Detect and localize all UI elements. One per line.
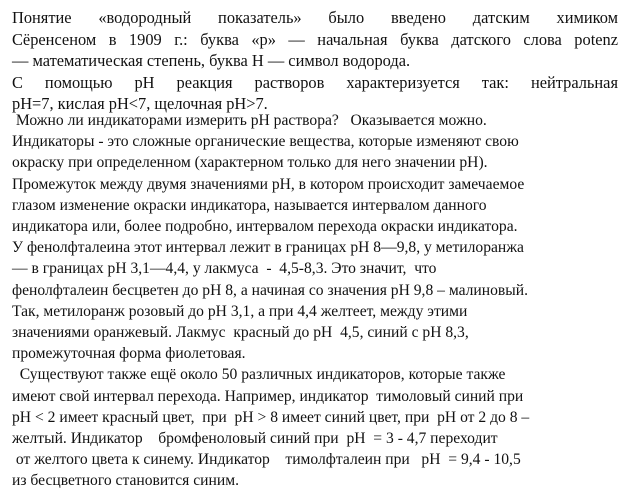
paragraph-4-line-6: из бесцветного становится синим. bbox=[12, 472, 239, 490]
paragraph-3-line-6: индикатора или, более подробно, интервалом перехода окраски индикатора. bbox=[12, 218, 518, 236]
paragraph-2-line-1: С помощью рН реакция растворов характеризуется так: нейтральная bbox=[12, 72, 618, 92]
paragraph-3-line-9: фенолфталеин бесцветен до рН 8, а начиная со значения рН 9,8 – малиновый. bbox=[12, 281, 529, 299]
paragraph-3-line-4: Промежуток между двумя значениями рН, в котором происходит замечаемое bbox=[12, 175, 525, 193]
paragraph-2-line-2: рН=7, кислая рН<7, щелочная рН>7. bbox=[12, 94, 268, 114]
paragraph-1-line-1: Понятие «водородный показатель» было введено датским химиком bbox=[12, 8, 618, 27]
paragraph-3-line-1: Можно ли индикаторами измерить рН раствора? Оказывается можно. bbox=[12, 112, 487, 129]
paragraph-4-line-5: от желтого цвета к синему. Индикатор тимолфталеин при рН = 9,4 - 10,5 bbox=[12, 451, 521, 469]
paragraph-3-line-7: У фенолфталеина этот интервал лежит в границах рН 8—9,8, у метилоранжа bbox=[12, 239, 524, 257]
intro-text-block bbox=[12, 7, 618, 115]
paragraph-3-line-2: Индикаторы - это сложные органические вещества, которые изменяют свою bbox=[12, 133, 519, 151]
paragraph-1-line-3: — математическая степень, буква Н — символ водорода. bbox=[12, 51, 411, 71]
indicators-text-block bbox=[12, 110, 624, 492]
paragraph-3-line-10: Так, метилоранж розовый до рН 3,1, а при 4,4 желтеет, между этими bbox=[12, 302, 468, 320]
paragraph-4-line-4: желтый. Индикатор бромфеноловый синий при рН = 3 - 4,7 переходит bbox=[12, 430, 498, 448]
paragraph-3-line-8: — в границах рН 3,1—4,4, у лакмуса - 4,5-8,3. Это значит, что bbox=[12, 260, 437, 278]
paragraph-4-line-1: Существуют также ещё около 50 различных индикаторов, которые также bbox=[12, 366, 506, 384]
paragraph-3-line-11: значениями оранжевый. Лакмус красный до рН 4,5, синий с рН 8,3, bbox=[12, 324, 469, 342]
paragraph-4-line-2: имеют свой интервал перехода. Например, индикатор тимоловый синий при bbox=[12, 387, 524, 405]
paragraph-3-line-12: промежуточная форма фиолетовая. bbox=[12, 345, 246, 363]
paragraph-3-line-3: окраску при определенном (характерном только для него значении рН). bbox=[12, 154, 488, 172]
paragraph-1-line-2: Сёренсеном в 1909 г.: буква «р» — начальная буква датского слова potenz bbox=[12, 29, 618, 49]
paragraph-4-line-3: рН < 2 имеет красный цвет, при рН > 8 имеет синий цвет, при рН от 2 до 8 – bbox=[12, 408, 530, 426]
paragraph-3-line-5: глазом изменение окраски индикатора, называется интервалом данного bbox=[12, 196, 487, 214]
